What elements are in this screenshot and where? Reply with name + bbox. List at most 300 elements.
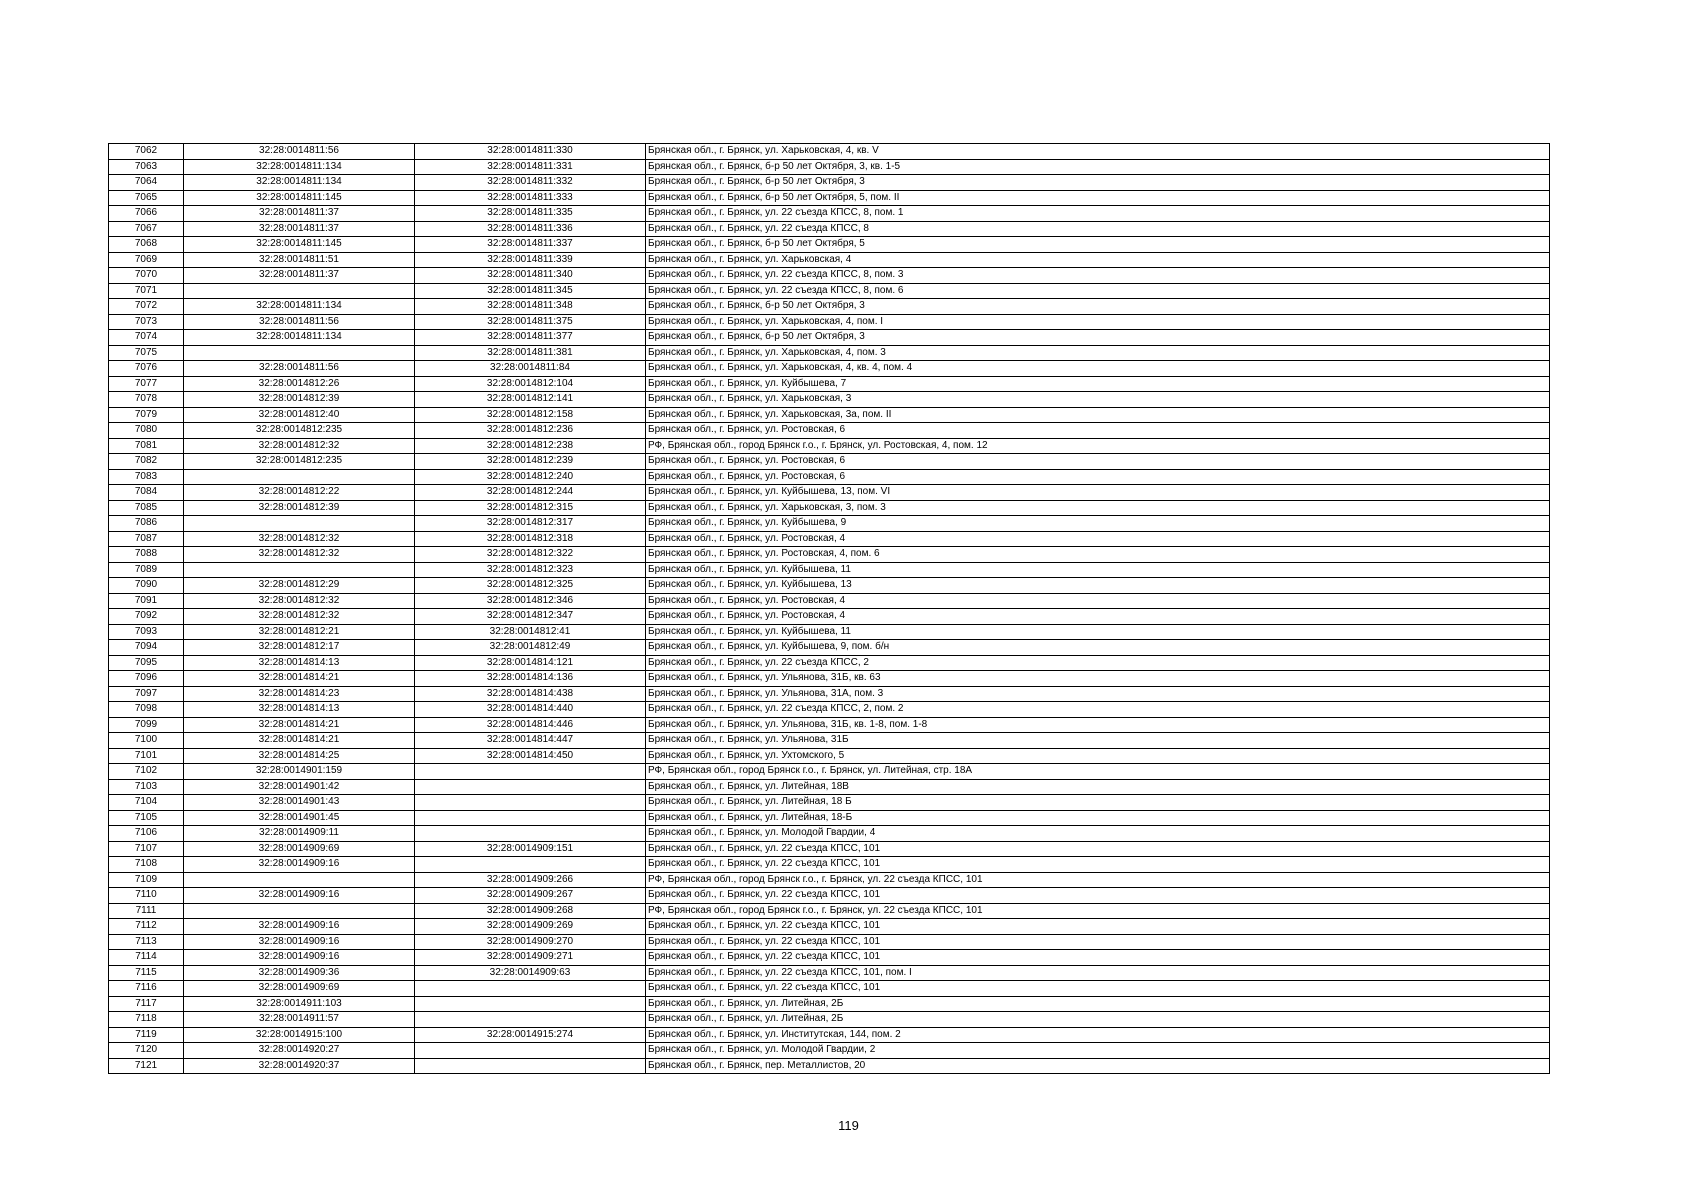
parcel-cadastral-number-cell: 32:28:0014901:42 [184, 779, 415, 795]
row-number-cell: 7063 [109, 159, 184, 175]
object-cadastral-number-cell: 32:28:0014909:269 [415, 919, 646, 935]
row-number-cell: 7086 [109, 516, 184, 532]
object-cadastral-number-cell: 32:28:0014814:136 [415, 671, 646, 687]
object-cadastral-number-cell [415, 764, 646, 780]
address-cell: РФ, Брянская обл., город Брянск г.о., г. Брянск, ул. Литейная, стр. 18А [646, 764, 1550, 780]
row-number-cell: 7075 [109, 345, 184, 361]
address-cell: Брянская обл., г. Брянск, пер. Металлистов, 20 [646, 1058, 1550, 1074]
parcel-cadastral-number-cell: 32:28:0014909:16 [184, 857, 415, 873]
table-row [109, 144, 1550, 160]
parcel-cadastral-number-cell: 32:28:0014814:23 [184, 686, 415, 702]
address-cell: Брянская обл., г. Брянск, ул. 22 съезда КПСС, 2 [646, 655, 1550, 671]
object-cadastral-number-cell: 32:28:0014812:239 [415, 454, 646, 470]
address-cell: Брянская обл., г. Брянск, ул. Ухтомского, 5 [646, 748, 1550, 764]
table-row [109, 190, 1550, 206]
object-cadastral-number-cell: 32:28:0014812:240 [415, 469, 646, 485]
row-number-cell: 7103 [109, 779, 184, 795]
object-cadastral-number-cell: 32:28:0014909:267 [415, 888, 646, 904]
table-row [109, 841, 1550, 857]
table-row [109, 593, 1550, 609]
address-cell: Брянская обл., г. Брянск, б-р 50 лет Октября, 3 [646, 330, 1550, 346]
object-cadastral-number-cell: 32:28:0014812:325 [415, 578, 646, 594]
table-row [109, 454, 1550, 470]
table-row [109, 686, 1550, 702]
row-number-cell: 7112 [109, 919, 184, 935]
address-cell: Брянская обл., г. Брянск, ул. Куйбышева, 7 [646, 376, 1550, 392]
parcel-cadastral-number-cell: 32:28:0014911:103 [184, 996, 415, 1012]
row-number-cell: 7101 [109, 748, 184, 764]
address-cell: Брянская обл., г. Брянск, ул. Ростовская, 4 [646, 609, 1550, 625]
address-cell: Брянская обл., г. Брянск, ул. 22 съезда КПСС, 8, пом. 1 [646, 206, 1550, 222]
object-cadastral-number-cell: 32:28:0014814:440 [415, 702, 646, 718]
parcel-cadastral-number-cell: 32:28:0014811:134 [184, 175, 415, 191]
row-number-cell: 7062 [109, 144, 184, 160]
parcel-cadastral-number-cell: 32:28:0014812:32 [184, 547, 415, 563]
address-cell: Брянская обл., г. Брянск, ул. 22 съезда КПСС, 8, пом. 6 [646, 283, 1550, 299]
table-row [109, 159, 1550, 175]
object-cadastral-number-cell: 32:28:0014811:348 [415, 299, 646, 315]
table-row [109, 888, 1550, 904]
cadastral-table [108, 143, 1550, 1074]
address-cell: Брянская обл., г. Брянск, ул. Молодой Гвардии, 4 [646, 826, 1550, 842]
address-cell: Брянская обл., г. Брянск, ул. Ульянова, 31Б [646, 733, 1550, 749]
parcel-cadastral-number-cell [184, 903, 415, 919]
object-cadastral-number-cell: 32:28:0014811:381 [415, 345, 646, 361]
object-cadastral-number-cell: 32:28:0014812:317 [415, 516, 646, 532]
table-row [109, 950, 1550, 966]
parcel-cadastral-number-cell: 32:28:0014812:39 [184, 392, 415, 408]
parcel-cadastral-number-cell: 32:28:0014814:13 [184, 655, 415, 671]
row-number-cell: 7107 [109, 841, 184, 857]
object-cadastral-number-cell: 32:28:0014811:340 [415, 268, 646, 284]
address-cell: Брянская обл., г. Брянск, ул. 22 съезда КПСС, 101 [646, 950, 1550, 966]
row-number-cell: 7076 [109, 361, 184, 377]
row-number-cell: 7072 [109, 299, 184, 315]
parcel-cadastral-number-cell: 32:28:0014811:51 [184, 252, 415, 268]
parcel-cadastral-number-cell: 32:28:0014920:37 [184, 1058, 415, 1074]
table-row [109, 655, 1550, 671]
object-cadastral-number-cell: 32:28:0014812:141 [415, 392, 646, 408]
object-cadastral-number-cell: 32:28:0014811:84 [415, 361, 646, 377]
table-row [109, 562, 1550, 578]
parcel-cadastral-number-cell [184, 469, 415, 485]
row-number-cell: 7065 [109, 190, 184, 206]
object-cadastral-number-cell: 32:28:0014812:347 [415, 609, 646, 625]
parcel-cadastral-number-cell: 32:28:0014909:16 [184, 950, 415, 966]
parcel-cadastral-number-cell: 32:28:0014814:25 [184, 748, 415, 764]
parcel-cadastral-number-cell: 32:28:0014909:16 [184, 934, 415, 950]
object-cadastral-number-cell: 32:28:0014812:244 [415, 485, 646, 501]
row-number-cell: 7083 [109, 469, 184, 485]
parcel-cadastral-number-cell: 32:28:0014814:21 [184, 717, 415, 733]
address-cell: РФ, Брянская обл., город Брянск г.о., г. Брянск, ул. 22 съезда КПСС, 101 [646, 872, 1550, 888]
row-number-cell: 7088 [109, 547, 184, 563]
table-row [109, 423, 1550, 439]
parcel-cadastral-number-cell: 32:28:0014909:69 [184, 981, 415, 997]
table-row [109, 903, 1550, 919]
parcel-cadastral-number-cell: 32:28:0014812:39 [184, 500, 415, 516]
address-cell: Брянская обл., г. Брянск, ул. Харьковская, 4 [646, 252, 1550, 268]
table-row [109, 330, 1550, 346]
address-cell: Брянская обл., г. Брянск, б-р 50 лет Октября, 3 [646, 175, 1550, 191]
object-cadastral-number-cell: 32:28:0014811:333 [415, 190, 646, 206]
object-cadastral-number-cell: 32:28:0014812:318 [415, 531, 646, 547]
address-cell: Брянская обл., г. Брянск, ул. Ростовская, 4 [646, 531, 1550, 547]
object-cadastral-number-cell [415, 996, 646, 1012]
object-cadastral-number-cell: 32:28:0014909:266 [415, 872, 646, 888]
address-cell: Брянская обл., г. Брянск, ул. 22 съезда КПСС, 101 [646, 841, 1550, 857]
table-row [109, 981, 1550, 997]
parcel-cadastral-number-cell: 32:28:0014812:235 [184, 423, 415, 439]
object-cadastral-number-cell: 32:28:0014814:447 [415, 733, 646, 749]
object-cadastral-number-cell: 32:28:0014814:450 [415, 748, 646, 764]
parcel-cadastral-number-cell: 32:28:0014811:56 [184, 314, 415, 330]
parcel-cadastral-number-cell: 32:28:0014811:134 [184, 330, 415, 346]
parcel-cadastral-number-cell [184, 516, 415, 532]
table-row [109, 1012, 1550, 1028]
object-cadastral-number-cell: 32:28:0014814:438 [415, 686, 646, 702]
object-cadastral-number-cell: 32:28:0014812:49 [415, 640, 646, 656]
address-cell: Брянская обл., г. Брянск, ул. 22 съезда КПСС, 101 [646, 919, 1550, 935]
address-cell: Брянская обл., г. Брянск, ул. 22 съезда КПСС, 101 [646, 934, 1550, 950]
parcel-cadastral-number-cell: 32:28:0014811:37 [184, 221, 415, 237]
object-cadastral-number-cell: 32:28:0014811:331 [415, 159, 646, 175]
row-number-cell: 7085 [109, 500, 184, 516]
parcel-cadastral-number-cell: 32:28:0014814:21 [184, 733, 415, 749]
row-number-cell: 7111 [109, 903, 184, 919]
table-row [109, 345, 1550, 361]
parcel-cadastral-number-cell: 32:28:0014909:69 [184, 841, 415, 857]
object-cadastral-number-cell: 32:28:0014811:375 [415, 314, 646, 330]
object-cadastral-number-cell [415, 1043, 646, 1059]
table-row [109, 407, 1550, 423]
table-row [109, 175, 1550, 191]
row-number-cell: 7064 [109, 175, 184, 191]
row-number-cell: 7118 [109, 1012, 184, 1028]
table-row [109, 764, 1550, 780]
row-number-cell: 7109 [109, 872, 184, 888]
parcel-cadastral-number-cell: 32:28:0014811:56 [184, 144, 415, 160]
parcel-cadastral-number-cell: 32:28:0014920:27 [184, 1043, 415, 1059]
row-number-cell: 7077 [109, 376, 184, 392]
address-cell: Брянская обл., г. Брянск, ул. Куйбышева, 9 [646, 516, 1550, 532]
object-cadastral-number-cell [415, 1058, 646, 1074]
row-number-cell: 7097 [109, 686, 184, 702]
parcel-cadastral-number-cell [184, 872, 415, 888]
parcel-cadastral-number-cell: 32:28:0014909:16 [184, 919, 415, 935]
address-cell: Брянская обл., г. Брянск, ул. 22 съезда КПСС, 101 [646, 981, 1550, 997]
parcel-cadastral-number-cell: 32:28:0014901:43 [184, 795, 415, 811]
object-cadastral-number-cell: 32:28:0014812:41 [415, 624, 646, 640]
address-cell: Брянская обл., г. Брянск, ул. Ростовская, 4, пом. 6 [646, 547, 1550, 563]
object-cadastral-number-cell: 32:28:0014811:330 [415, 144, 646, 160]
row-number-cell: 7105 [109, 810, 184, 826]
table-row [109, 578, 1550, 594]
row-number-cell: 7121 [109, 1058, 184, 1074]
table-row [109, 609, 1550, 625]
address-cell: Брянская обл., г. Брянск, ул. Куйбышева, 11 [646, 624, 1550, 640]
object-cadastral-number-cell: 32:28:0014812:323 [415, 562, 646, 578]
object-cadastral-number-cell [415, 857, 646, 873]
address-cell: Брянская обл., г. Брянск, ул. 22 съезда КПСС, 101 [646, 888, 1550, 904]
object-cadastral-number-cell: 32:28:0014811:345 [415, 283, 646, 299]
row-number-cell: 7093 [109, 624, 184, 640]
object-cadastral-number-cell: 32:28:0014812:322 [415, 547, 646, 563]
row-number-cell: 7117 [109, 996, 184, 1012]
address-cell: Брянская обл., г. Брянск, ул. 22 съезда КПСС, 8, пом. 3 [646, 268, 1550, 284]
object-cadastral-number-cell: 32:28:0014811:332 [415, 175, 646, 191]
parcel-cadastral-number-cell: 32:28:0014911:57 [184, 1012, 415, 1028]
row-number-cell: 7066 [109, 206, 184, 222]
row-number-cell: 7096 [109, 671, 184, 687]
row-number-cell: 7091 [109, 593, 184, 609]
table-row [109, 748, 1550, 764]
address-cell: Брянская обл., г. Брянск, ул. Ростовская, 6 [646, 469, 1550, 485]
address-cell: Брянская обл., г. Брянск, ул. 22 съезда КПСС, 2, пом. 2 [646, 702, 1550, 718]
address-cell: Брянская обл., г. Брянск, ул. 22 съезда КПСС, 101, пом. I [646, 965, 1550, 981]
table-row [109, 547, 1550, 563]
parcel-cadastral-number-cell: 32:28:0014812:26 [184, 376, 415, 392]
address-cell: Брянская обл., г. Брянск, ул. Харьковская, 3, пом. 3 [646, 500, 1550, 516]
table-row [109, 733, 1550, 749]
row-number-cell: 7119 [109, 1027, 184, 1043]
parcel-cadastral-number-cell: 32:28:0014812:32 [184, 531, 415, 547]
parcel-cadastral-number-cell: 32:28:0014909:16 [184, 888, 415, 904]
table-row [109, 314, 1550, 330]
table-row [109, 516, 1550, 532]
row-number-cell: 7069 [109, 252, 184, 268]
table-row [109, 872, 1550, 888]
table-row [109, 996, 1550, 1012]
row-number-cell: 7102 [109, 764, 184, 780]
address-cell: Брянская обл., г. Брянск, б-р 50 лет Октября, 3, кв. 1-5 [646, 159, 1550, 175]
address-cell: Брянская обл., г. Брянск, б-р 50 лет Октября, 3 [646, 299, 1550, 315]
object-cadastral-number-cell: 32:28:0014811:336 [415, 221, 646, 237]
parcel-cadastral-number-cell: 32:28:0014812:235 [184, 454, 415, 470]
table-row [109, 283, 1550, 299]
object-cadastral-number-cell: 32:28:0014814:446 [415, 717, 646, 733]
row-number-cell: 7068 [109, 237, 184, 253]
table-row [109, 531, 1550, 547]
table-row [109, 795, 1550, 811]
address-cell: Брянская обл., г. Брянск, б-р 50 лет Октября, 5, пом. II [646, 190, 1550, 206]
row-number-cell: 7074 [109, 330, 184, 346]
address-cell: Брянская обл., г. Брянск, ул. Молодой Гвардии, 2 [646, 1043, 1550, 1059]
object-cadastral-number-cell: 32:28:0014909:268 [415, 903, 646, 919]
table-row [109, 671, 1550, 687]
object-cadastral-number-cell: 32:28:0014814:121 [415, 655, 646, 671]
row-number-cell: 7098 [109, 702, 184, 718]
table-body [109, 144, 1550, 1074]
address-cell: РФ, Брянская обл., город Брянск г.о., г. Брянск, ул. 22 съезда КПСС, 101 [646, 903, 1550, 919]
row-number-cell: 7095 [109, 655, 184, 671]
parcel-cadastral-number-cell: 32:28:0014812:17 [184, 640, 415, 656]
parcel-cadastral-number-cell [184, 345, 415, 361]
row-number-cell: 7113 [109, 934, 184, 950]
table-row [109, 221, 1550, 237]
parcel-cadastral-number-cell: 32:28:0014811:134 [184, 159, 415, 175]
table-row [109, 299, 1550, 315]
address-cell: Брянская обл., г. Брянск, ул. Институтская, 144, пом. 2 [646, 1027, 1550, 1043]
address-cell: Брянская обл., г. Брянск, ул. Харьковская, 4, пом. I [646, 314, 1550, 330]
row-number-cell: 7067 [109, 221, 184, 237]
address-cell: Брянская обл., г. Брянск, б-р 50 лет Октября, 5 [646, 237, 1550, 253]
address-cell: Брянская обл., г. Брянск, ул. Ульянова, 31Б, кв. 63 [646, 671, 1550, 687]
parcel-cadastral-number-cell: 32:28:0014901:159 [184, 764, 415, 780]
object-cadastral-number-cell: 32:28:0014812:315 [415, 500, 646, 516]
row-number-cell: 7099 [109, 717, 184, 733]
address-cell: Брянская обл., г. Брянск, ул. Куйбышева, 13 [646, 578, 1550, 594]
parcel-cadastral-number-cell: 32:28:0014811:145 [184, 190, 415, 206]
parcel-cadastral-number-cell: 32:28:0014814:21 [184, 671, 415, 687]
table-row [109, 1043, 1550, 1059]
object-cadastral-number-cell: 32:28:0014811:339 [415, 252, 646, 268]
address-cell: Брянская обл., г. Брянск, ул. Литейная, 18 Б [646, 795, 1550, 811]
parcel-cadastral-number-cell: 32:28:0014812:32 [184, 438, 415, 454]
parcel-cadastral-number-cell: 32:28:0014915:100 [184, 1027, 415, 1043]
parcel-cadastral-number-cell: 32:28:0014812:22 [184, 485, 415, 501]
row-number-cell: 7104 [109, 795, 184, 811]
parcel-cadastral-number-cell [184, 283, 415, 299]
address-cell: Брянская обл., г. Брянск, ул. Харьковская, 4, кв. 4, пом. 4 [646, 361, 1550, 377]
object-cadastral-number-cell: 32:28:0014811:377 [415, 330, 646, 346]
table-row [109, 934, 1550, 950]
object-cadastral-number-cell [415, 981, 646, 997]
table-row [109, 376, 1550, 392]
table-row [109, 826, 1550, 842]
row-number-cell: 7071 [109, 283, 184, 299]
table-row [109, 919, 1550, 935]
row-number-cell: 7080 [109, 423, 184, 439]
row-number-cell: 7110 [109, 888, 184, 904]
table-row [109, 1027, 1550, 1043]
address-cell: Брянская обл., г. Брянск, ул. Куйбышева, 9, пом. б/н [646, 640, 1550, 656]
parcel-cadastral-number-cell: 32:28:0014812:21 [184, 624, 415, 640]
object-cadastral-number-cell [415, 826, 646, 842]
address-cell: Брянская обл., г. Брянск, ул. Литейная, 2Б [646, 1012, 1550, 1028]
parcel-cadastral-number-cell: 32:28:0014811:134 [184, 299, 415, 315]
object-cadastral-number-cell: 32:28:0014811:337 [415, 237, 646, 253]
parcel-cadastral-number-cell: 32:28:0014811:37 [184, 268, 415, 284]
row-number-cell: 7090 [109, 578, 184, 594]
table-row [109, 857, 1550, 873]
row-number-cell: 7108 [109, 857, 184, 873]
row-number-cell: 7089 [109, 562, 184, 578]
table-row [109, 717, 1550, 733]
row-number-cell: 7094 [109, 640, 184, 656]
row-number-cell: 7078 [109, 392, 184, 408]
address-cell: Брянская обл., г. Брянск, ул. Куйбышева, 11 [646, 562, 1550, 578]
object-cadastral-number-cell: 32:28:0014811:335 [415, 206, 646, 222]
parcel-cadastral-number-cell: 32:28:0014811:145 [184, 237, 415, 253]
parcel-cadastral-number-cell: 32:28:0014812:40 [184, 407, 415, 423]
table-row [109, 702, 1550, 718]
object-cadastral-number-cell: 32:28:0014812:238 [415, 438, 646, 454]
row-number-cell: 7070 [109, 268, 184, 284]
table-row [109, 469, 1550, 485]
row-number-cell: 7106 [109, 826, 184, 842]
object-cadastral-number-cell: 32:28:0014812:104 [415, 376, 646, 392]
table-row [109, 965, 1550, 981]
parcel-cadastral-number-cell [184, 562, 415, 578]
object-cadastral-number-cell [415, 795, 646, 811]
table-row [109, 206, 1550, 222]
object-cadastral-number-cell: 32:28:0014909:151 [415, 841, 646, 857]
row-number-cell: 7084 [109, 485, 184, 501]
parcel-cadastral-number-cell: 32:28:0014814:13 [184, 702, 415, 718]
parcel-cadastral-number-cell: 32:28:0014811:56 [184, 361, 415, 377]
object-cadastral-number-cell: 32:28:0014915:274 [415, 1027, 646, 1043]
address-cell: Брянская обл., г. Брянск, ул. Ульянова, 31Б, кв. 1-8, пом. 1-8 [646, 717, 1550, 733]
object-cadastral-number-cell: 32:28:0014909:63 [415, 965, 646, 981]
row-number-cell: 7114 [109, 950, 184, 966]
parcel-cadastral-number-cell: 32:28:0014811:37 [184, 206, 415, 222]
table-row [109, 500, 1550, 516]
object-cadastral-number-cell: 32:28:0014909:271 [415, 950, 646, 966]
address-cell: Брянская обл., г. Брянск, ул. Литейная, 18В [646, 779, 1550, 795]
address-cell: РФ, Брянская обл., город Брянск г.о., г. Брянск, ул. Ростовская, 4, пом. 12 [646, 438, 1550, 454]
address-cell: Брянская обл., г. Брянск, ул. Харьковская, 4, пом. 3 [646, 345, 1550, 361]
parcel-cadastral-number-cell: 32:28:0014901:45 [184, 810, 415, 826]
parcel-cadastral-number-cell: 32:28:0014812:32 [184, 593, 415, 609]
object-cadastral-number-cell: 32:28:0014812:236 [415, 423, 646, 439]
row-number-cell: 7100 [109, 733, 184, 749]
parcel-cadastral-number-cell: 32:28:0014909:11 [184, 826, 415, 842]
table-row [109, 237, 1550, 253]
object-cadastral-number-cell: 32:28:0014909:270 [415, 934, 646, 950]
address-cell: Брянская обл., г. Брянск, ул. Харьковская, 3 [646, 392, 1550, 408]
object-cadastral-number-cell: 32:28:0014812:346 [415, 593, 646, 609]
object-cadastral-number-cell: 32:28:0014812:158 [415, 407, 646, 423]
address-cell: Брянская обл., г. Брянск, ул. Харьковская, 3а, пом. II [646, 407, 1550, 423]
row-number-cell: 7116 [109, 981, 184, 997]
table-row [109, 252, 1550, 268]
address-cell: Брянская обл., г. Брянск, ул. Литейная, 18-Б [646, 810, 1550, 826]
table-row [109, 361, 1550, 377]
parcel-cadastral-number-cell: 32:28:0014909:36 [184, 965, 415, 981]
address-cell: Брянская обл., г. Брянск, ул. Ростовская, 4 [646, 593, 1550, 609]
table-row [109, 268, 1550, 284]
row-number-cell: 7079 [109, 407, 184, 423]
row-number-cell: 7081 [109, 438, 184, 454]
table-row [109, 640, 1550, 656]
table-row [109, 485, 1550, 501]
row-number-cell: 7115 [109, 965, 184, 981]
table-row [109, 810, 1550, 826]
row-number-cell: 7092 [109, 609, 184, 625]
row-number-cell: 7087 [109, 531, 184, 547]
object-cadastral-number-cell [415, 810, 646, 826]
object-cadastral-number-cell [415, 1012, 646, 1028]
address-cell: Брянская обл., г. Брянск, ул. Ростовская, 6 [646, 454, 1550, 470]
parcel-cadastral-number-cell: 32:28:0014812:29 [184, 578, 415, 594]
row-number-cell: 7073 [109, 314, 184, 330]
address-cell: Брянская обл., г. Брянск, ул. Куйбышева, 13, пом. VI [646, 485, 1550, 501]
row-number-cell: 7082 [109, 454, 184, 470]
address-cell: Брянская обл., г. Брянск, ул. Ульянова, 31А, пом. 3 [646, 686, 1550, 702]
table-row [109, 779, 1550, 795]
address-cell: Брянская обл., г. Брянск, ул. Литейная, 2Б [646, 996, 1550, 1012]
page-number: 119 [838, 1118, 859, 1133]
object-cadastral-number-cell [415, 779, 646, 795]
table-row [109, 392, 1550, 408]
parcel-cadastral-number-cell: 32:28:0014812:32 [184, 609, 415, 625]
row-number-cell: 7120 [109, 1043, 184, 1059]
address-cell: Брянская обл., г. Брянск, ул. Харьковская, 4, кв. V [646, 144, 1550, 160]
table-row [109, 1058, 1550, 1074]
table-row [109, 624, 1550, 640]
table-row [109, 438, 1550, 454]
